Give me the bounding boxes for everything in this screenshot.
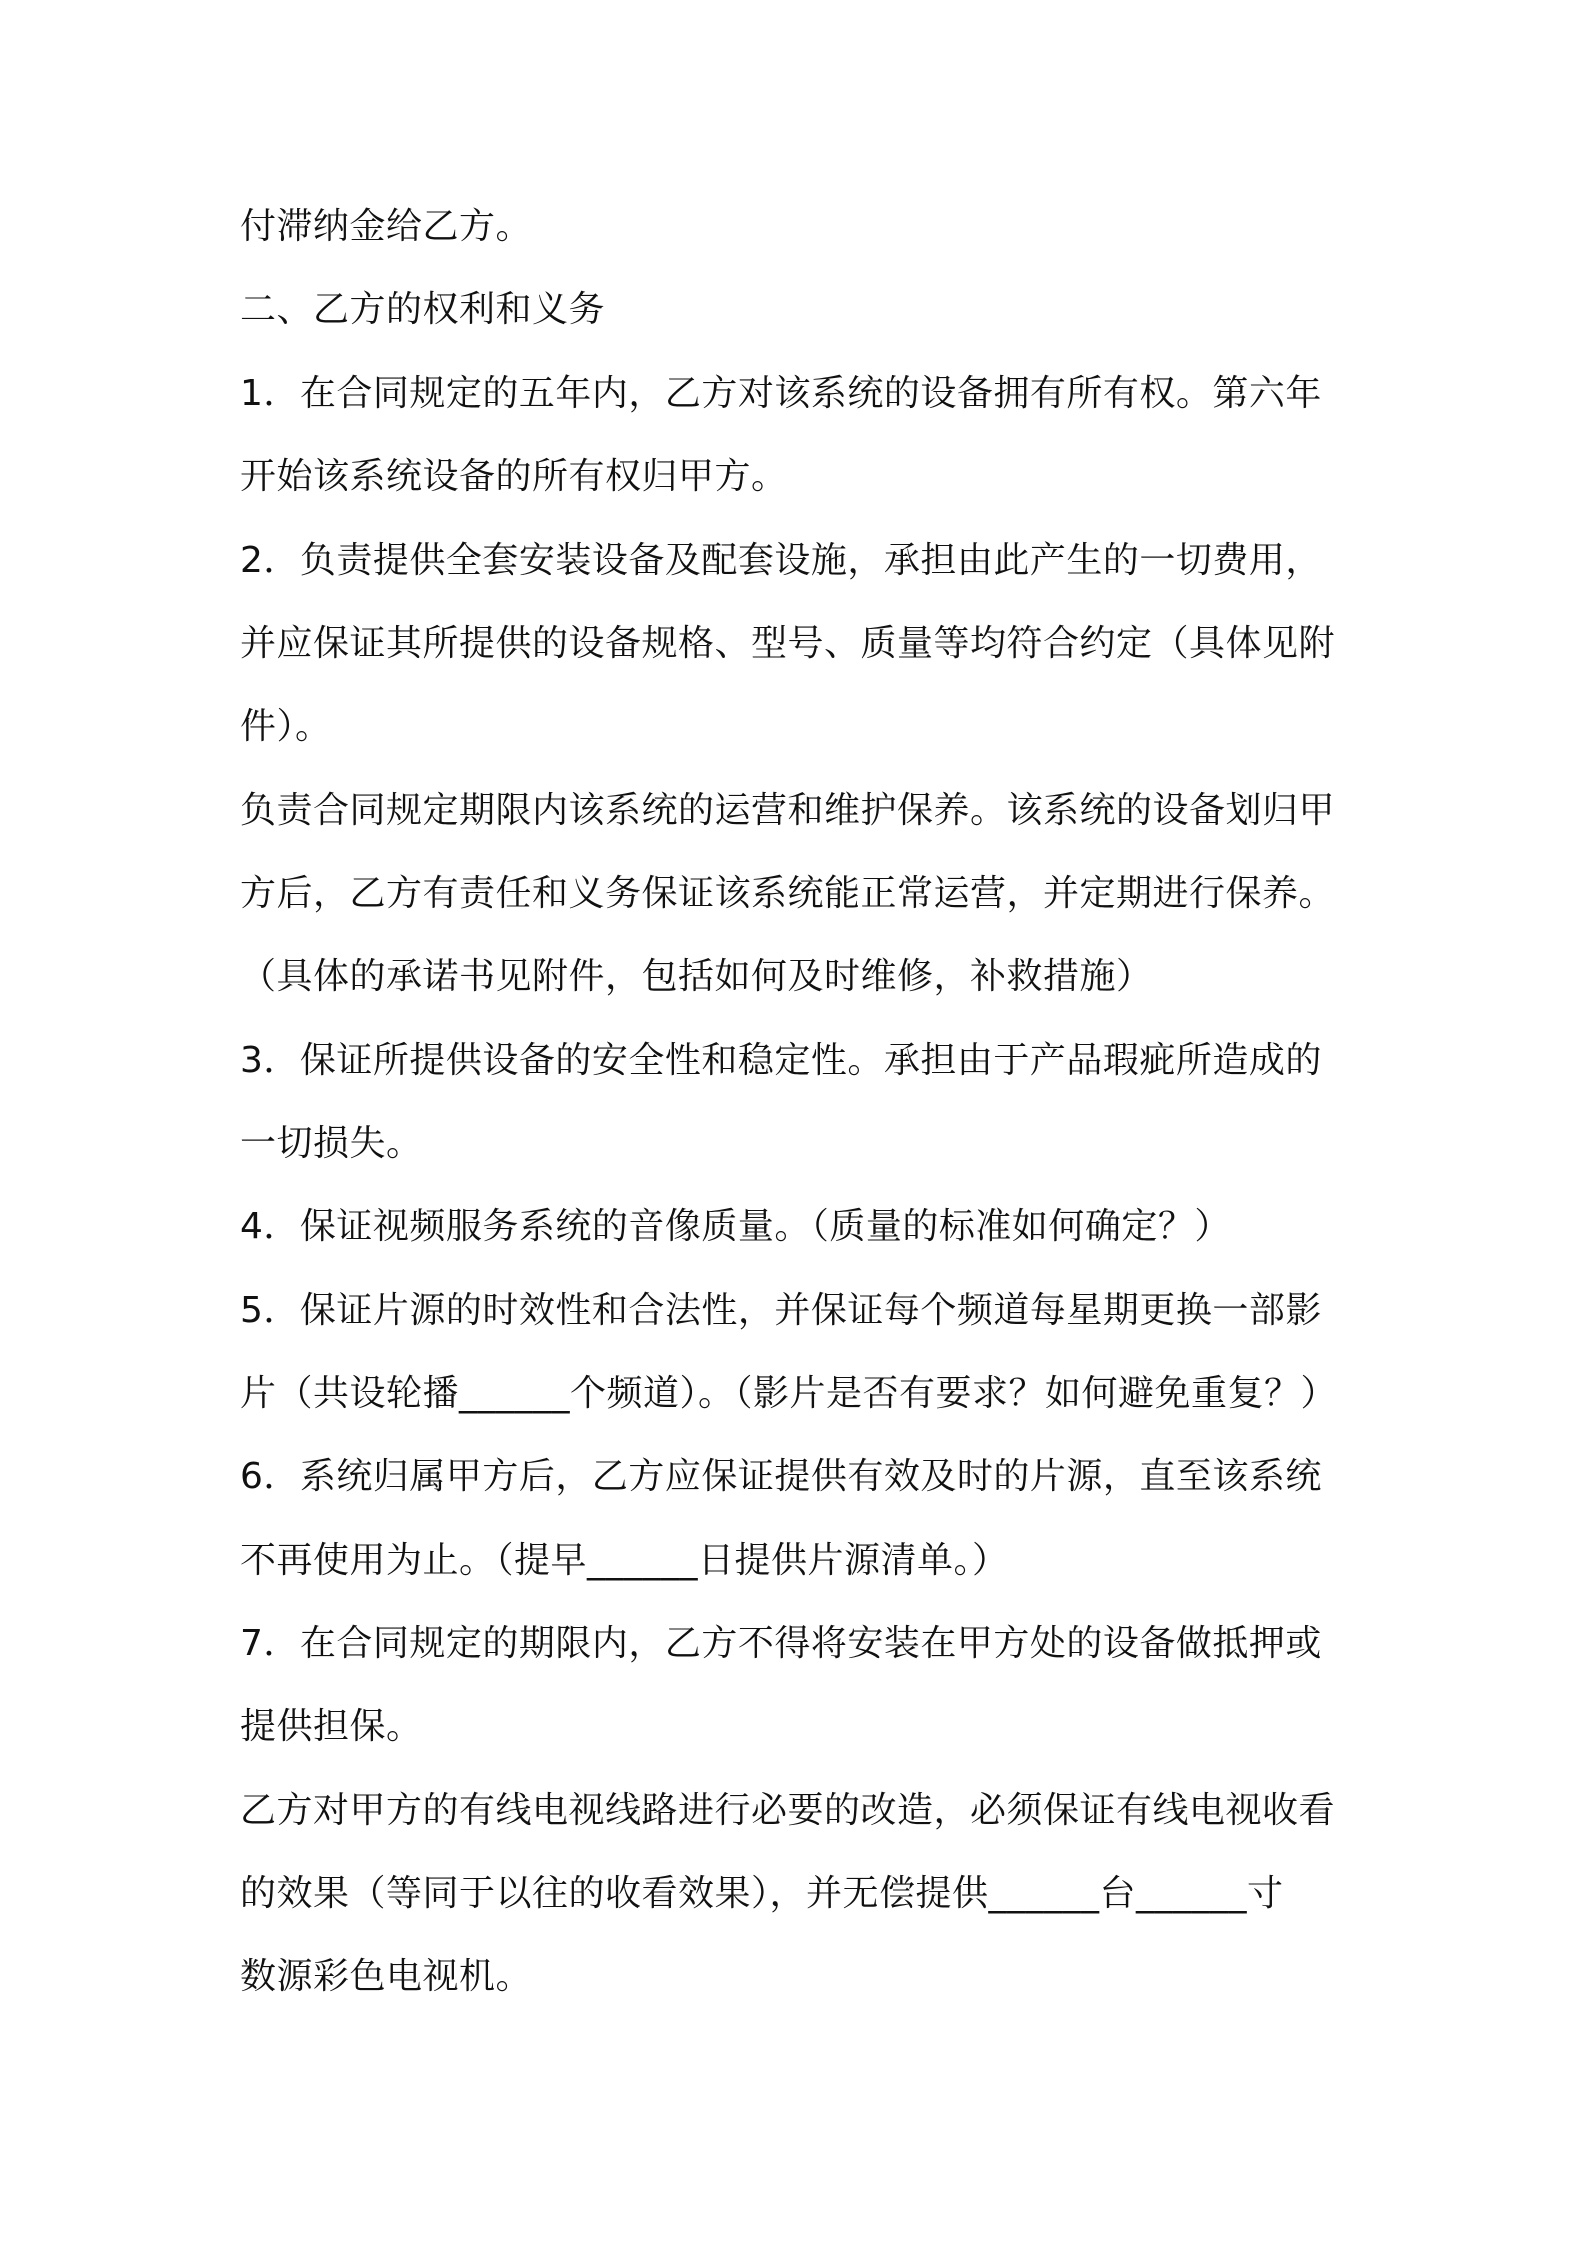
text-line: （具体的承诺书见附件，包括如何及时维修，补救措施）: [240, 956, 1153, 997]
text-line: 开始该系统设备的所有权归甲方。: [240, 456, 788, 497]
text-line: 的效果（等同于以往的收看效果），并无偿提供______台______寸: [240, 1873, 1284, 1914]
text-line: 件）。: [240, 706, 332, 747]
text-line: 2．负责提供全套安装设备及配套设施，承担由此产生的一切费用，: [240, 540, 1322, 581]
text-line: 3．保证所提供设备的安全性和稳定性。承担由于产品瑕疵所造成的: [240, 1040, 1322, 1081]
text-line: 5．保证片源的时效性和合法性，并保证每个频道每星期更换一部影: [240, 1290, 1322, 1331]
text-line: 乙方对甲方的有线电视线路进行必要的改造，必须保证有线电视收看: [240, 1790, 1336, 1831]
text-line: 一切损失。: [240, 1123, 423, 1164]
text-line: 1．在合同规定的五年内，乙方对该系统的设备拥有所有权。第六年: [240, 373, 1322, 414]
text-line: 提供担保。: [240, 1706, 423, 1747]
text-line: 片（共设轮播______个频道）。（影片是否有要求？如何避免重复？）: [240, 1373, 1338, 1414]
text-line: 不再使用为止。（提早______日提供片源清单。）: [240, 1540, 1009, 1581]
document-page: [240, 0, 1380, 2244]
text-line: 4．保证视频服务系统的音像质量。（质量的标准如何确定？）: [240, 1206, 1231, 1247]
text-line: 6．系统归属甲方后，乙方应保证提供有效及时的片源，直至该系统: [240, 1456, 1322, 1497]
text-line: 方后，乙方有责任和义务保证该系统能正常运营，并定期进行保养。: [240, 873, 1336, 914]
text-line: 付滞纳金给乙方。: [240, 206, 533, 247]
text-line: 负责合同规定期限内该系统的运营和维护保养。该系统的设备划归甲: [240, 790, 1336, 831]
section-heading: 二、乙方的权利和义务: [240, 289, 606, 330]
text-line: 数源彩色电视机。: [240, 1956, 533, 1997]
text-line: 7．在合同规定的期限内，乙方不得将安装在甲方处的设备做抵押或: [240, 1623, 1322, 1664]
text-line: 并应保证其所提供的设备规格、型号、质量等均符合约定（具体见附: [240, 623, 1336, 664]
